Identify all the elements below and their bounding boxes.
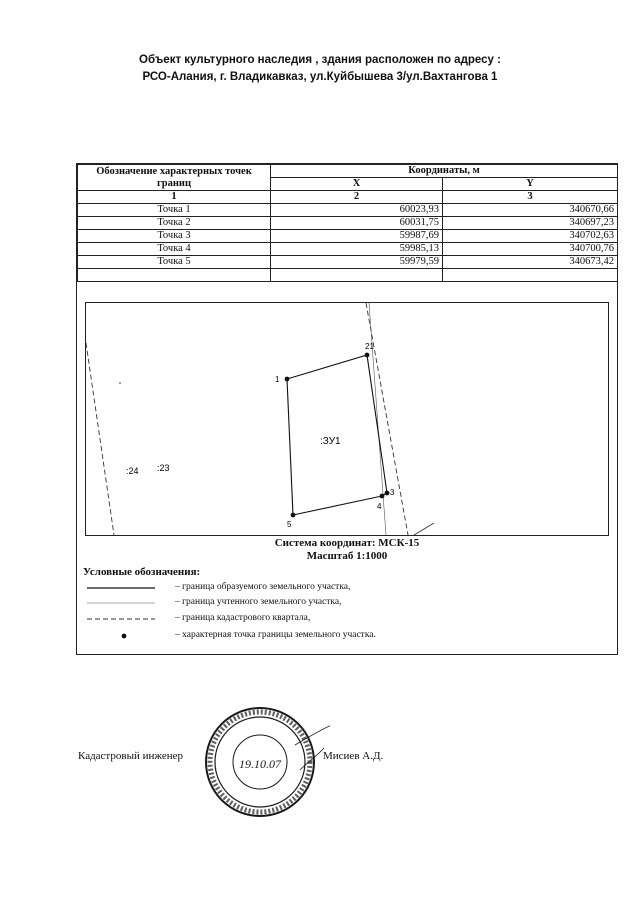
- point-x: 59987,69: [271, 230, 443, 243]
- column-number-1: 1: [78, 191, 271, 204]
- header-points: Обозначение характерных точек границ: [78, 165, 271, 191]
- boundary-plan-frame: [76, 163, 618, 655]
- point-label-3: 3: [390, 488, 395, 497]
- quarter-boundary-right: [366, 303, 408, 535]
- engineer-stamp: [200, 700, 330, 825]
- column-number-2: 2: [271, 191, 443, 204]
- point-x: 59985,13: [271, 243, 443, 256]
- point-marker-2: [365, 353, 370, 358]
- point-y: 340673,42: [443, 256, 618, 269]
- title-line-1: Объект культурного наследия , здания расположен по адресу :: [139, 54, 501, 66]
- point-label-1: 1: [275, 375, 280, 384]
- registered-parcel-boundary: [369, 303, 386, 535]
- point-x: 60023,93: [271, 204, 443, 217]
- dot-mark: [119, 382, 121, 384]
- table-row: [78, 243, 618, 256]
- header-coordinates: Координаты, м: [271, 165, 618, 178]
- legend-text: – характерная точка границы земельного участка.: [175, 630, 376, 640]
- point-y: 340700,76: [443, 243, 618, 256]
- table-row: [78, 217, 618, 230]
- point-marker-5: [291, 513, 296, 518]
- legend-line-registered: [87, 596, 177, 608]
- leader-line: [414, 523, 434, 535]
- legend-text: – граница учтенного земельного участка,: [175, 597, 342, 607]
- parcel-plan: [85, 302, 609, 536]
- point-y: 340670,66: [443, 204, 618, 217]
- legend-line-quarter: [87, 612, 177, 624]
- point-marker-1: [285, 377, 290, 382]
- header-x: X: [271, 178, 443, 191]
- stamp-date: 19.10.07: [239, 757, 281, 771]
- table-row: [78, 230, 618, 243]
- point-y: 340697,23: [443, 217, 618, 230]
- legend-text: – граница образуемого земельного участка,: [175, 582, 351, 592]
- point-x: 59979,59: [271, 256, 443, 269]
- engineer-label: Кадастровый инженер: [78, 750, 183, 762]
- formed-parcel-boundary: [287, 355, 387, 515]
- point-label-4: 4: [377, 502, 382, 511]
- point-name: Точка 5: [78, 256, 271, 269]
- engineer-name: Мисиев А.Д.: [323, 750, 384, 762]
- table-row: [78, 204, 618, 217]
- quarter-boundary-left: [86, 343, 114, 535]
- legend-line-formed: [87, 581, 177, 593]
- legend-text: – граница кадастрового квартала,: [175, 613, 311, 623]
- point-marker-4: [380, 494, 385, 499]
- parcel-label: :ЗУ1: [320, 436, 341, 447]
- coordinates-table: [77, 164, 618, 282]
- scale: Масштаб 1:1000: [306, 550, 388, 562]
- neighbor-parcel-label-23: :23: [157, 463, 170, 473]
- header-y: Y: [443, 178, 618, 191]
- point-marker-3: [385, 491, 390, 496]
- document-title: [0, 52, 640, 86]
- point-name: Точка 2: [78, 217, 271, 230]
- point-label-5: 5: [287, 520, 292, 529]
- point-name: Точка 3: [78, 230, 271, 243]
- table-row: [78, 256, 618, 269]
- legend-title: Условные обозначения:: [83, 566, 201, 578]
- column-number-3: 3: [443, 191, 618, 204]
- point-y: 340702,63: [443, 230, 618, 243]
- parcel-plan-drawing: [86, 303, 608, 535]
- point-name: Точка 1: [78, 204, 271, 217]
- table-row-empty: [78, 269, 618, 282]
- point-label-2: 21: [365, 342, 374, 351]
- point-x: 60031,75: [271, 217, 443, 230]
- title-line-2: РСО-Алания, г. Владикавказ, ул.Куйбышева 3/ул.Вахтангова 1: [142, 71, 498, 83]
- legend-point-marker: [87, 629, 177, 641]
- point-name: Точка 4: [78, 243, 271, 256]
- coordinate-system: Система координат: МСК-15: [274, 537, 420, 549]
- neighbor-parcel-label-24: :24: [126, 466, 139, 476]
